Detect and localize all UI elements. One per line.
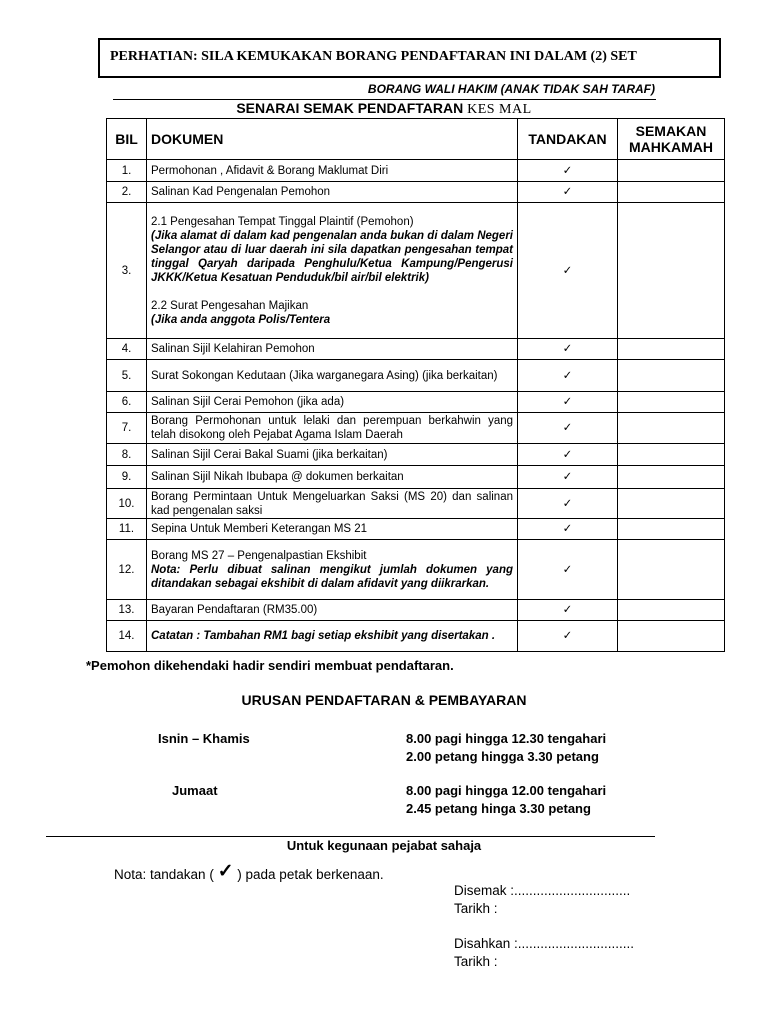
- document-name: Salinan Sijil Kelahiran Pemohon: [147, 339, 518, 360]
- row-number: 2.: [107, 182, 147, 203]
- document-name: Salinan Sijil Cerai Bakal Suami (jika berkaitan): [147, 444, 518, 466]
- form-type-label: BORANG WALI HAKIM (ANAK TIDAK SAH TARAF): [367, 82, 655, 96]
- semakan-cell[interactable]: [618, 600, 725, 621]
- checklist-title-text: SENARAI SEMAK PENDAFTARAN: [236, 100, 464, 116]
- row-number: 9.: [107, 466, 147, 489]
- tarikh-line[interactable]: Tarikh :: [454, 901, 498, 916]
- document-name: [147, 540, 518, 600]
- disahkan-block: [454, 935, 634, 971]
- tandakan-checkbox[interactable]: ✓: [518, 360, 618, 392]
- row-number: 11.: [107, 519, 147, 540]
- row-number: 5.: [107, 360, 147, 392]
- tandakan-checkbox[interactable]: ✓: [518, 466, 618, 489]
- tarikh-line[interactable]: Tarikh :: [454, 954, 498, 969]
- table-row: [107, 600, 725, 621]
- tandakan-checkbox[interactable]: ✓: [518, 160, 618, 182]
- semakan-cell[interactable]: [618, 444, 725, 466]
- schedule-hours: [406, 730, 606, 766]
- tandakan-checkbox[interactable]: ✓: [518, 413, 618, 444]
- document-subitem: 2.2 Surat Pengesahan Majikan: [151, 299, 309, 312]
- column-header-dokumen: DOKUMEN: [147, 119, 518, 160]
- tandakan-checkbox[interactable]: ✓: [518, 203, 618, 339]
- tandakan-checkbox[interactable]: ✓: [518, 600, 618, 621]
- document-name: Surat Sokongan Kedutaan (Jika warganegara Asing) (jika berkaitan): [147, 360, 518, 392]
- document-name: Borang Permohonan untuk lelaki dan perempuan berkahwin yang telah disokong oleh Pejabat Agama Islam Daerah: [147, 413, 518, 444]
- nota-suffix: ) pada petak berkenaan.: [237, 867, 384, 882]
- document-name: Permohonan , Afidavit & Borang Maklumat Diri: [147, 160, 518, 182]
- tandakan-checkbox[interactable]: ✓: [518, 339, 618, 360]
- attendance-note: *Pemohon dikehendaki hadir sendiri membuat pendaftaran.: [86, 658, 454, 673]
- schedule-hours: [406, 782, 606, 818]
- disemak-block: [454, 882, 630, 918]
- table-row: [107, 621, 725, 652]
- document-subitem: 2.1 Pengesahan Tempat Tinggal Plaintif (Pemohon): [151, 215, 414, 228]
- document-name: Salinan Sijil Nikah Ibubapa @ dokumen berkaitan: [147, 466, 518, 489]
- table-row: [107, 182, 725, 203]
- document-subitem-note: Nota: Perlu dibuat salinan mengikut jumlah dokumen yang ditandakan sebagai ekshibit di dalam afidavit yang diikrarkan.: [151, 563, 513, 590]
- semakan-cell[interactable]: [618, 392, 725, 413]
- nota-instruction: [114, 862, 384, 885]
- row-number: 10.: [107, 489, 147, 519]
- row-number: 7.: [107, 413, 147, 444]
- document-name: Sepina Untuk Memberi Keterangan MS 21: [147, 519, 518, 540]
- schedule-days: Jumaat: [172, 783, 218, 798]
- column-header-bil: BIL: [107, 119, 147, 160]
- attention-notice-box: [98, 38, 721, 78]
- semakan-cell[interactable]: [618, 413, 725, 444]
- table-header-row: [107, 119, 725, 160]
- table-row: [107, 392, 725, 413]
- schedule-days: Isnin – Khamis: [158, 731, 250, 746]
- tandakan-checkbox[interactable]: ✓: [518, 444, 618, 466]
- document-checklist-table: [106, 118, 725, 652]
- table-row: [107, 360, 725, 392]
- document-subitem-note: (Jika anda anggota Polis/Tentera: [151, 313, 331, 326]
- semakan-cell[interactable]: [618, 519, 725, 540]
- tandakan-checkbox[interactable]: ✓: [518, 519, 618, 540]
- document-name: Salinan Kad Pengenalan Pemohon: [147, 182, 518, 203]
- row-number: 1.: [107, 160, 147, 182]
- row-number: 12.: [107, 540, 147, 600]
- table-row: [107, 203, 725, 339]
- schedule-hours-line: 8.00 pagi hingga 12.30 tengahari: [406, 731, 607, 746]
- row-number: 3.: [107, 203, 147, 339]
- document-name: [147, 203, 518, 339]
- document-name: Borang Permintaan Untuk Mengeluarkan Saksi (MS 20) dan salinan kad pengenalan saksi: [147, 489, 518, 519]
- semakan-cell[interactable]: [618, 489, 725, 519]
- semakan-cell[interactable]: [618, 182, 725, 203]
- row-number: 8.: [107, 444, 147, 466]
- table-row: [107, 489, 725, 519]
- table-row: [107, 444, 725, 466]
- column-header-semakan: SEMAKAN MAHKAMAH: [618, 119, 725, 160]
- semakan-cell[interactable]: [618, 360, 725, 392]
- document-subitem-note: (Jika alamat di dalam kad pengenalan anda bukan di dalam Negeri Selangor atau di luar daerah ini sila dapatkan pengesahan tempat tinggal Qaryah daripada Penghulu/Ketua Kampung/Pengerusi JKKK/Ketua Kesatuan Penduduk/bil air/bil elektrik): [151, 229, 513, 284]
- table-row: [107, 339, 725, 360]
- row-number: 6.: [107, 392, 147, 413]
- table-row: [107, 160, 725, 182]
- tandakan-checkbox[interactable]: ✓: [518, 392, 618, 413]
- row-number: 13.: [107, 600, 147, 621]
- table-row: [107, 466, 725, 489]
- schedule-hours-line: 8.00 pagi hingga 12.00 tengahari: [406, 783, 607, 798]
- schedule-hours-line: 2.45 petang hinga 3.30 petang: [406, 801, 591, 816]
- document-name: Salinan Sijil Cerai Pemohon (jika ada): [147, 392, 518, 413]
- attention-notice-text: PERHATIAN: SILA KEMUKAKAN BORANG PENDAFTARAN INI DALAM (2) SET: [110, 49, 637, 64]
- disemak-line[interactable]: Disemak :...............................: [454, 883, 631, 898]
- semakan-cell[interactable]: [618, 160, 725, 182]
- tandakan-checkbox[interactable]: ✓: [518, 621, 618, 652]
- tandakan-checkbox[interactable]: ✓: [518, 540, 618, 600]
- tandakan-checkbox[interactable]: ✓: [518, 489, 618, 519]
- semakan-cell[interactable]: [618, 621, 725, 652]
- document-subitem: Borang MS 27 – Pengenalpastian Ekshibit: [151, 549, 367, 562]
- table-row: [107, 519, 725, 540]
- office-use-divider: [46, 836, 655, 837]
- urusan-title: URUSAN PENDAFTARAN & PEMBAYARAN: [241, 692, 527, 708]
- checkmark-icon: ✓: [217, 861, 234, 882]
- semakan-cell[interactable]: [618, 339, 725, 360]
- checklist-title: [0, 100, 768, 118]
- semakan-cell[interactable]: [618, 203, 725, 339]
- disahkan-line[interactable]: Disahkan :...............................: [454, 936, 635, 951]
- table-row: [107, 413, 725, 444]
- column-header-tandakan: TANDAKAN: [518, 119, 618, 160]
- office-use-title: Untuk kegunaan pejabat sahaja: [286, 838, 482, 853]
- document-name: Bayaran Pendaftaran (RM35.00): [147, 600, 518, 621]
- semakan-cell[interactable]: [618, 466, 725, 489]
- semakan-cell[interactable]: [618, 540, 725, 600]
- schedule-hours-line: 2.00 petang hingga 3.30 petang: [406, 749, 599, 764]
- nota-prefix: Nota: tandakan (: [114, 867, 214, 882]
- tandakan-checkbox[interactable]: ✓: [518, 182, 618, 203]
- row-number: 4.: [107, 339, 147, 360]
- document-name: Catatan : Tambahan RM1 bagi setiap ekshibit yang disertakan .: [147, 621, 518, 652]
- row-number: 14.: [107, 621, 147, 652]
- table-row: [107, 540, 725, 600]
- checklist-title-suffix: KES MAL: [467, 102, 532, 117]
